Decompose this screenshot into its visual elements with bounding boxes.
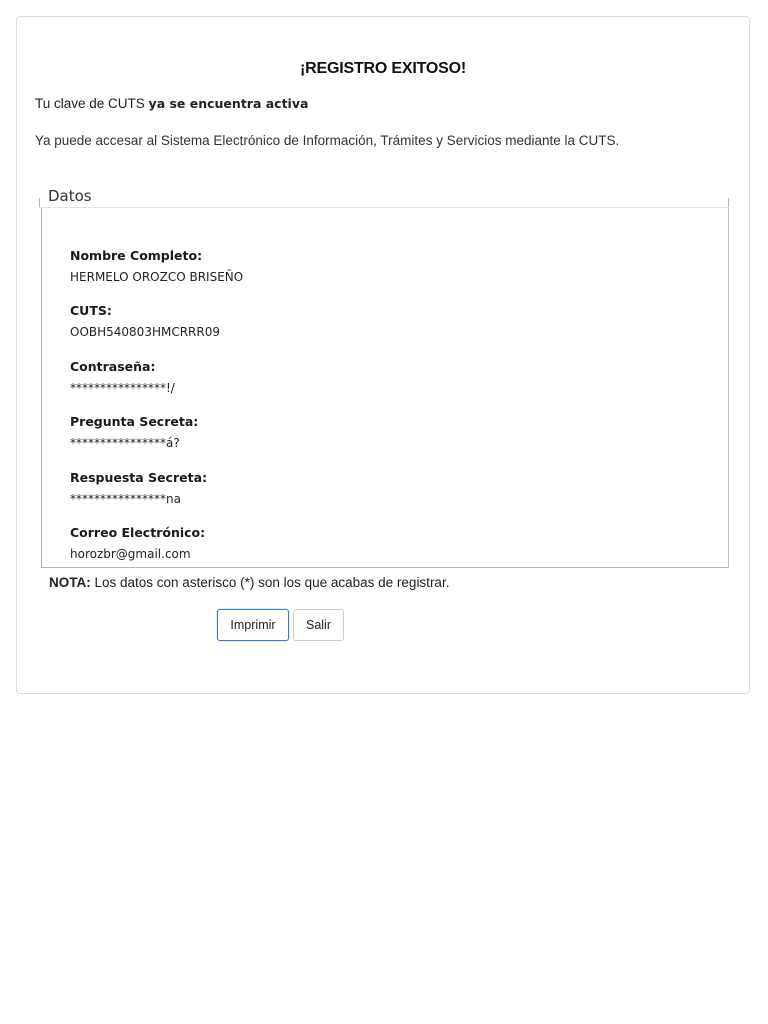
legend-divider [39,207,729,208]
asterisk-note [49,575,449,590]
field-label: CUTS: [70,303,112,318]
field-label: Respuesta Secreta: [70,470,208,485]
print-button[interactable]: Imprimir [217,609,289,641]
field-value: ****************!/ [70,381,175,395]
field-label: Pregunta Secreta: [70,414,199,429]
field-value: ****************á? [70,436,180,450]
field-respuesta-secreta [70,470,207,507]
registration-success-card [16,16,750,694]
exit-button[interactable]: Salir [293,609,344,641]
datos-fieldset [41,207,729,568]
field-label: Correo Electrónico: [70,525,206,540]
status-strong: ya se encuentra activa [148,96,309,111]
field-value: HERMELO OROZCO BRISEÑO [70,270,244,284]
cuts-status-message [35,96,308,111]
field-label: Contraseña: [70,359,156,374]
datos-legend-area [39,187,729,208]
access-message: Ya puede accesar al Sistema Electrónico de Información, Trámites y Servicios mediante la CUTS. [35,133,620,148]
field-value: horozbr@gmail.com [70,547,191,561]
field-cuts [70,303,220,340]
field-value: ****************na [70,492,181,506]
field-value: OOBH540803HMCRRR09 [70,325,220,339]
status-prefix: Tu clave de CUTS [35,96,149,111]
page-title: ¡REGISTRO EXITOSO! [300,60,466,77]
note-text: Los datos con asterisco (*) son los que acabas de registrar. [90,575,450,590]
note-label: NOTA: [49,575,91,590]
field-correo-electronico [70,525,205,562]
field-label: Nombre Completo: [70,248,203,263]
field-pregunta-secreta [70,414,198,451]
datos-legend: Datos [48,187,95,205]
field-nombre-completo [70,248,243,285]
field-contrasena [70,359,175,396]
